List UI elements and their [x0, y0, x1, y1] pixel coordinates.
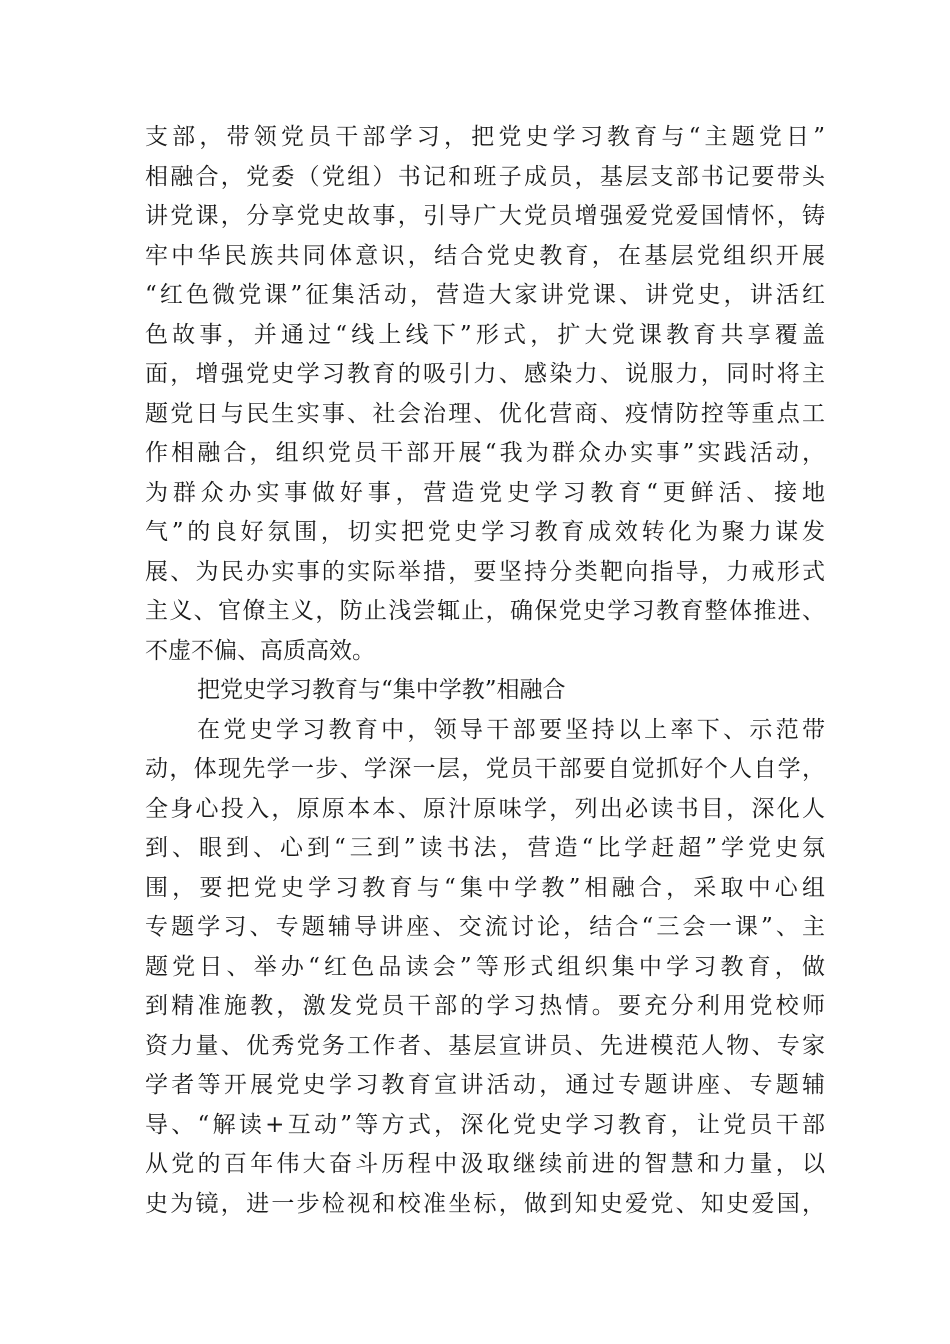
text-line: 气”的良好氛围，切实把党史学习教育成效转化为聚力谋发 [145, 519, 825, 545]
text-line: 围，要把党史学习教育与“集中学教”相融合，采取中心组 [145, 874, 825, 901]
text-line: 不虚不偏、高质高效。 [145, 637, 375, 664]
document-page [145, 118, 825, 1224]
text-line: 专题学习、专题辅导讲座、交流讨论，结合“三会一课”、主 [145, 914, 825, 940]
text-line: 支部，带领党员干部学习，把党史学习教育与“主题党日” [145, 124, 825, 150]
text-line: 题党日、举办“红色品读会”等形式组织集中学习教育，做 [145, 953, 825, 980]
paragraph-1 [145, 118, 825, 671]
paragraph-2 [145, 711, 825, 1225]
text-line: 到、眼到、心到“三到”读书法，营造“比学赶超”学党史氛 [145, 835, 825, 861]
text-line: 在党史学习教育中，领导干部要坚持以上率下、示范带 [197, 716, 825, 743]
text-line: 色故事，并通过“线上线下”形式，扩大党课教育共享覆盖 [145, 321, 825, 348]
text-line: 史为镜，进一步检视和校准坐标，做到知史爱党、知史爱国， [145, 1190, 825, 1217]
text-line: 讲党课，分享党史故事，引导广大党员增强爱党爱国情怀，铸 [145, 203, 825, 229]
text-line: 主义、官僚主义，防止浅尝辄止，确保党史学习教育整体推进、 [145, 598, 825, 624]
text-line: 到精准施教，激发党员干部的学习热情。要充分利用党校师 [145, 993, 825, 1019]
text-line: 学者等开展党史学习教育宣讲活动，通过专题讲座、专题辅 [145, 1072, 825, 1098]
text-line: 作相融合，组织党员干部开展“我为群众办实事”实践活动， [145, 440, 825, 466]
text-line: “红色微党课”征集活动，营造大家讲党课、讲党史，讲活红 [145, 282, 825, 308]
text-line: 牢中华民族共同体意识，结合党史教育，在基层党组织开展 [145, 242, 825, 269]
text-line: 面，增强党史学习教育的吸引力、感染力、说服力，同时将主 [145, 361, 825, 387]
text-line: 资力量、优秀党务工作者、基层宣讲员、先进模范人物、专家 [145, 1032, 825, 1059]
text-line: 导、“解读+互动”等方式，深化党史学习教育，让党员干部 [145, 1111, 825, 1138]
text-line: 为群众办实事做好事，营造党史学习教育“更鲜活、接地 [145, 479, 825, 506]
text-line: 从党的百年伟大奋斗历程中汲取继续前进的智慧和力量，以 [145, 1151, 825, 1177]
text-line: 题党日与民生实事、社会治理、优化营商、疫情防控等重点工 [145, 400, 825, 427]
text-line: 全身心投入，原原本本、原汁原味学，列出必读书目，深化人 [145, 795, 825, 822]
text-line: 展、为民办实事的实际举措，要坚持分类靶向指导，力戒形式 [145, 558, 825, 585]
text-line: 相融合，党委（党组）书记和班子成员，基层支部书记要带头 [145, 163, 825, 190]
text-line: 动，体现先学一步、学深一层，党员干部要自觉抓好个人自学， [145, 756, 825, 782]
section-heading: 把党史学习教育与“集中学教”相融合 [197, 677, 566, 703]
